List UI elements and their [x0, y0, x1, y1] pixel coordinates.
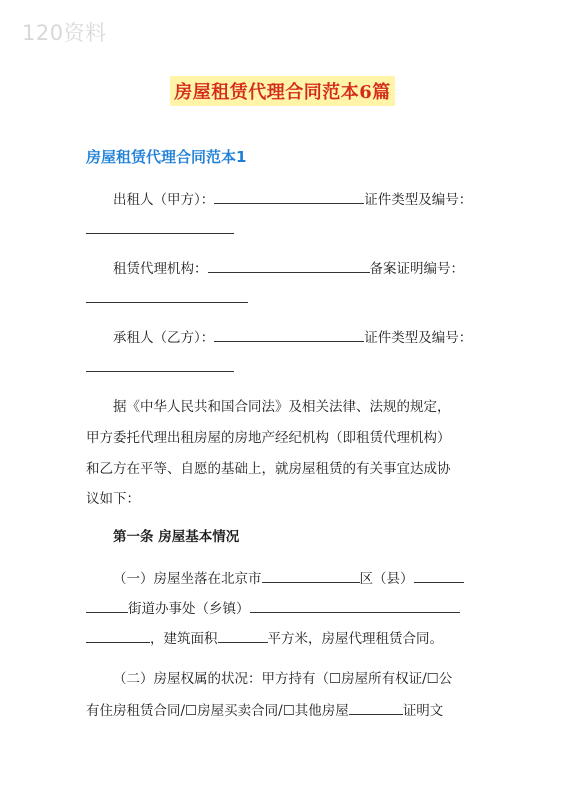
certificate-label: 证明文	[402, 703, 444, 719]
article-1-item-1-line-1	[113, 568, 464, 589]
article-1-item-2-line-2	[86, 700, 443, 721]
preamble-line-2: 甲方委托代理出租房屋的房地产经纪机构（即租赁代理机构）	[86, 430, 451, 446]
lessor-id-line	[86, 219, 234, 240]
id-type-label-1: 证件类型及编号：	[364, 192, 473, 208]
district-blank	[262, 568, 360, 583]
article-1-item-1-line-2	[86, 598, 460, 619]
lessee-id-blank	[86, 357, 234, 372]
document-title: 房屋租赁代理合同范本6篇	[170, 76, 395, 106]
lessor-label: 出租人（甲方）：	[113, 192, 215, 208]
preamble-line-1: 据《中华人民共和国合同法》及相关法律、法规的规定，	[113, 399, 451, 415]
ownership-options-text: 有住房租赁合同/☐房屋买卖合同/☐其他房屋	[86, 703, 349, 719]
lessor-blank	[214, 189, 364, 204]
lessor-id-blank	[86, 219, 234, 234]
lessee-label: 承租人（乙方）：	[113, 330, 215, 346]
township-blank	[250, 598, 460, 613]
lessee-blank	[214, 327, 364, 342]
lessee-id-line	[86, 357, 234, 378]
filing-label: 备案证明编号：	[369, 261, 464, 277]
article-1-title: 第一条 房屋基本情况	[113, 529, 240, 545]
district-name-blank	[414, 568, 464, 583]
article-1-item-2-line-1: （二）房屋权属的状况：甲方持有（☐房屋所有权证/☐公	[113, 671, 453, 687]
filing-number-blank	[86, 288, 248, 303]
lessee-line	[113, 327, 472, 348]
area-label: ，建筑面积	[150, 631, 218, 647]
agency-label: 租赁代理机构：	[113, 261, 208, 277]
document-title-wrap	[0, 76, 565, 106]
id-type-label-2: 证件类型及编号：	[364, 330, 473, 346]
street-blank	[86, 598, 128, 613]
area-blank	[218, 628, 268, 643]
location-city-text: （一）房屋坐落在北京市	[113, 571, 262, 587]
area-unit-text: 平方米，房屋代理租赁合同。	[267, 631, 443, 647]
address-detail-blank	[86, 628, 150, 643]
agency-blank	[208, 258, 370, 273]
preamble-line-3: 和乙方在平等、自愿的基础上，就房屋租赁的有关事宜达成协	[86, 461, 451, 477]
preamble-line-4: 议如下：	[86, 491, 140, 507]
article-1-item-1-line-3	[86, 628, 443, 649]
lessor-line	[113, 189, 472, 210]
section-title: 房屋租赁代理合同范本1	[86, 148, 247, 166]
agency-line	[113, 258, 464, 279]
filing-number-line	[86, 288, 248, 309]
other-certificate-blank	[349, 700, 403, 715]
district-label: 区（县）	[359, 571, 414, 587]
watermark: 120资料	[22, 21, 107, 45]
street-office-label: 街道办事处（乡镇）	[128, 601, 250, 617]
